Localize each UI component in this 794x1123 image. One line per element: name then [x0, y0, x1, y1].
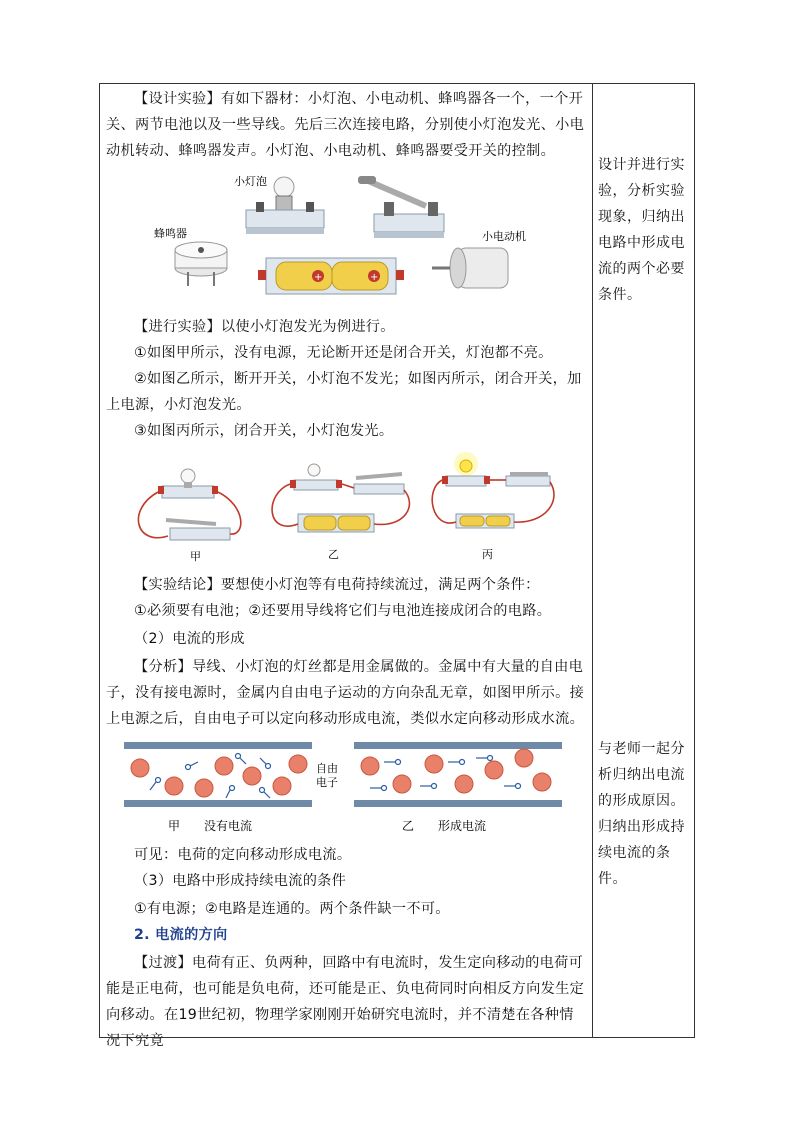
experiment-conclusion-paragraph: 【实验结论】要想使小灯泡等有电荷持续流过，满足两个条件：	[134, 577, 540, 593]
subheading-continuous-current: （3）电路中形成持续电流的条件	[134, 873, 347, 889]
battery-plus-sign-2: +	[370, 272, 379, 283]
conclusion-conditions-text: ①必须要有电池；②还要用导线将它们与电池连接成闭合的电路。	[134, 603, 552, 619]
step-1-text: ①如图甲所示，没有电源，无论断开还是闭合开关，灯泡都不亮。	[134, 345, 553, 361]
circuit-a-label: 甲	[190, 550, 201, 563]
design-experiment-paragraph: 【设计实验】有如下器材：小灯泡、小电动机、蜂鸣器各一个，一个开关、两节电池以及一些导线。先后三次连接电路，分别使小灯泡发光、小电动机转动、蜂鸣器发声。小灯泡、小电动机、蜂鸣器要受开关的控制。	[106, 91, 585, 159]
buzzer-label: 蜂鸣器	[154, 227, 187, 240]
step-2-text: ②如图乙所示，断开开关，小灯泡不发光；如图丙所示，闭合开关，加上电源，小灯泡发光。	[106, 371, 582, 413]
side-note-current-formation: 与老师一起分析归纳出电流的形成原因。归纳出形成持续电流的条件。	[598, 741, 685, 887]
electron-flow-figure	[106, 742, 586, 838]
free-electron-label-2: 电子	[316, 776, 338, 789]
knife-switch-icon	[358, 176, 444, 238]
proceed-experiment-paragraph: 【进行实验】以使小灯泡发光为例进行。	[134, 319, 395, 335]
circuit-b-diagram	[272, 464, 409, 561]
transition-paragraph: 【过渡】电荷有正、负两种，回路中有电流时，发生定向移动的电荷可能是正电荷，也可能是负电荷，还可能是正、负电荷同时向相反方向发生定向移动。在19世纪初，物理学家刚刚开始研究电流时，并不清楚在各种情况下究竟	[106, 955, 585, 1049]
buzzer-icon	[175, 242, 227, 286]
battery-plus-sign-1: +	[314, 272, 323, 283]
continuous-current-conditions: ①有电源；②电路是连通的。两个条件缺一不可。	[134, 901, 450, 917]
circuit-b-label: 乙	[328, 548, 339, 561]
bulb-label: 小灯泡	[234, 175, 267, 188]
circuit-a-diagram	[138, 469, 240, 563]
section-heading-current-direction: 2. 电流的方向	[134, 927, 228, 943]
metal-no-current-diagram	[124, 742, 312, 807]
visible-conclusion-text: 可见：电荷的定向移动形成电流。	[134, 847, 352, 863]
free-electron-label-1: 自由	[316, 762, 338, 775]
caption-current-formed: 乙 形成电流	[402, 819, 487, 833]
equipment-figure	[106, 172, 586, 304]
motor-icon	[432, 248, 508, 288]
subheading-current-formation: （2）电流的形成	[134, 631, 245, 647]
analysis-paragraph: 【分析】导线、小灯泡的灯丝都是用金属做的。金属中有大量的自由电子，没有接电源时，金属内自由电子运动的方向杂乱无章，如图甲所示。接上电源之后，自由电子可以定向移动形成电流，类似水定向移动形成水流。	[106, 659, 585, 727]
circuit-c-diagram	[432, 452, 554, 561]
caption-no-current: 甲 没有电流	[168, 819, 253, 833]
circuit-c-label: 丙	[482, 548, 493, 561]
step-3-text: ③如图丙所示，闭合开关，小灯泡发光。	[134, 423, 394, 439]
side-note-experiment: 设计并进行实验，分析实验现象，归纳出电路中形成电流的两个必要条件。	[598, 157, 685, 303]
motor-label: 小电动机	[482, 230, 526, 243]
metal-with-current-diagram	[354, 742, 562, 807]
table-column-divider	[592, 83, 593, 1038]
battery-pack-icon	[258, 258, 404, 294]
circuits-figure	[106, 450, 586, 566]
